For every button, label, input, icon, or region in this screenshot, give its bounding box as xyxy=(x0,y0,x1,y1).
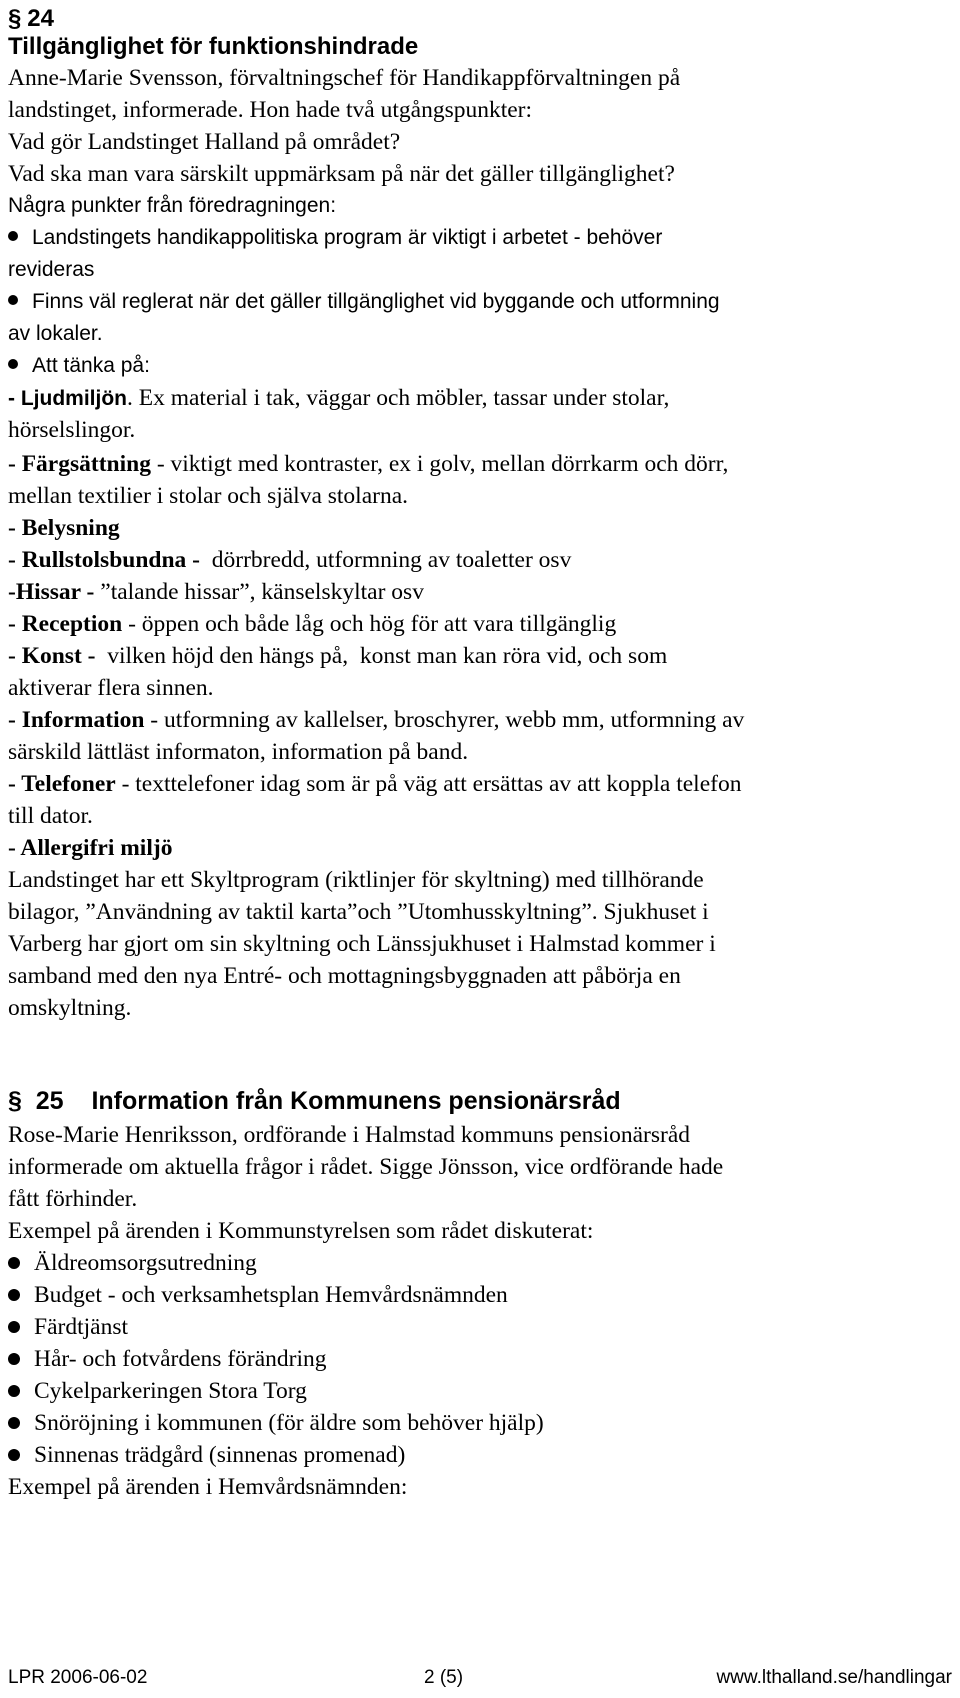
bullet-icon xyxy=(8,231,18,241)
rullstol-line xyxy=(8,543,571,577)
footer-page-number: 2 (5) xyxy=(424,1667,464,1688)
reception-line xyxy=(8,607,616,641)
list-item xyxy=(8,1406,544,1440)
konst-line xyxy=(8,639,667,673)
bullet-icon xyxy=(8,1321,20,1333)
section-symbol: § xyxy=(8,1087,22,1115)
list-item-text: Snöröjning i kommunen (för äldre som behöver hjälp) xyxy=(34,1410,544,1436)
fargsattning-label: - Färgsättning xyxy=(8,451,151,477)
section-number: 24 xyxy=(27,5,54,32)
bullet-text: Landstingets handikappolitiska program är viktigt i arbetet - behöver xyxy=(32,226,663,249)
section-25-heading xyxy=(8,1084,621,1119)
hissar-line xyxy=(8,575,424,609)
list-item xyxy=(8,1374,307,1408)
rullstol-text: dörrbredd, utformning av toaletter osv xyxy=(200,547,572,573)
paragraph-line-5: omskyltning. xyxy=(8,995,132,1021)
examples-outro: Exempel på ärenden i Hemvårdsnämnden: xyxy=(8,1474,408,1500)
information-label: - Information xyxy=(8,707,145,733)
list-item-text: Sinnenas trädgård (sinnenas promenad) xyxy=(34,1442,406,1468)
bullet-icon xyxy=(8,1385,20,1397)
telefoner-line xyxy=(8,767,741,801)
konst-line-2: aktiverar flera sinnen. xyxy=(8,675,214,701)
ljudmiljo-label: - Ljudmiljön xyxy=(8,387,127,410)
konst-text: vilken höjd den hängs på, konst man kan röra vid, och som xyxy=(95,643,668,669)
fargsattning-line xyxy=(8,447,728,481)
reception-label: - Reception xyxy=(8,611,123,637)
bullet-item-1 xyxy=(8,221,662,255)
bullet-icon xyxy=(8,1289,20,1301)
section-title: Information från Kommunens pensionärsråd xyxy=(91,1087,621,1115)
list-item-text: Cykelparkeringen Stora Torg xyxy=(34,1378,307,1404)
information-text: - utformning av kallelser, broschyrer, webb mm, utformning av xyxy=(144,707,745,733)
bullet-text: Finns väl reglerat när det gäller tillgänglighet vid byggande och utformning xyxy=(32,290,720,313)
bullet-icon xyxy=(8,295,18,305)
section-24-question-1: Vad gör Landstinget Halland på området? xyxy=(8,129,401,155)
list-item xyxy=(8,1342,327,1376)
list-item-text: Budget - och verksamhetsplan Hemvårdsnämnden xyxy=(34,1282,508,1308)
bullet-icon xyxy=(8,1257,20,1269)
list-item xyxy=(8,1278,508,1312)
ljudmiljo-text: . Ex material i tak, väggar och möbler, tassar under stolar, xyxy=(126,385,670,411)
bullet-text: Att tänka på: xyxy=(32,354,150,377)
paragraph-line-4: samband med den nya Entré- och mottagningsbyggnaden att påbörja en xyxy=(8,963,681,989)
allergi-line: - Allergifri miljö xyxy=(8,835,173,861)
konst-label: - Konst - xyxy=(8,643,96,669)
hissar-text: ”talande hissar”, känselskyltar osv xyxy=(94,579,424,605)
fargsattning-line-2: mellan textilier i stolar och själva stolarna. xyxy=(8,483,409,509)
telefoner-text: - texttelefoner idag som är på väg att ersättas av att koppla telefon xyxy=(115,771,742,797)
list-item xyxy=(8,1310,128,1344)
ljudmiljo-line-2: hörselslingor. xyxy=(8,417,136,443)
section-number: 25 xyxy=(35,1087,64,1115)
paragraph-line-2: bilagor, ”Användning av taktil karta”och ”Utomhusskyltning”. Sjukhuset i xyxy=(8,899,709,925)
footer-url: www.lthalland.se/handlingar xyxy=(716,1667,952,1688)
examples-intro: Exempel på ärenden i Kommunstyrelsen som rådet diskuterat: xyxy=(8,1218,594,1244)
belysning-line: - Belysning xyxy=(8,515,120,541)
section-25-intro-line-3: fått förhinder. xyxy=(8,1186,138,1212)
bullet-item-1-cont: revideras xyxy=(8,258,95,281)
bullet-item-3 xyxy=(8,349,150,383)
paragraph-line-1: Landstinget har ett Skyltprogram (riktlinjer för skyltning) med tillhörande xyxy=(8,867,704,893)
section-25-intro-line-2: informerade om aktuella frågor i rådet. Sigge Jönsson, vice ordförande hade xyxy=(8,1154,724,1180)
fargsattning-text: - viktigt med kontraster, ex i golv, mellan dörrkarm och dörr, xyxy=(150,451,729,477)
list-item-text: Äldreomsorgsutredning xyxy=(34,1250,257,1276)
rullstol-label: - Rullstolsbundna - xyxy=(8,547,200,573)
bullet-icon xyxy=(8,1353,20,1365)
bullet-icon xyxy=(8,1449,20,1461)
information-line xyxy=(8,703,744,737)
list-item-text: Hår- och fotvårdens förändring xyxy=(34,1346,327,1372)
section-24-intro-line-1: Anne-Marie Svensson, förvaltningschef för Handikappförvaltningen på xyxy=(8,65,681,91)
bullet-item-2-cont: av lokaler. xyxy=(8,322,103,345)
list-item xyxy=(8,1246,257,1280)
bullet-item-2 xyxy=(8,285,720,319)
information-line-2: särskild lättläst informaton, information på band. xyxy=(8,739,469,765)
reception-text: - öppen och både låg och hög för att vara tillgänglig xyxy=(122,611,617,637)
list-item xyxy=(8,1438,405,1472)
telefoner-line-2: till dator. xyxy=(8,803,93,829)
ljudmiljo-line xyxy=(8,381,669,416)
section-24-question-2: Vad ska man vara särskilt uppmärksam på när det gäller tillgänglighet? xyxy=(8,161,675,187)
section-symbol: § xyxy=(8,5,22,32)
list-item-text: Färdtjänst xyxy=(34,1314,128,1340)
section-25-intro-line-1: Rose-Marie Henriksson, ordförande i Halmstad kommuns pensionärsråd xyxy=(8,1122,691,1148)
hissar-label: -Hissar - xyxy=(8,579,95,605)
footer-left: LPR 2006-06-02 xyxy=(8,1667,148,1688)
bullet-icon xyxy=(8,1417,20,1429)
section-24-title: Tillgänglighet för funktionshindrade xyxy=(8,33,419,60)
bullet-icon xyxy=(8,359,18,369)
section-24-intro-line-2: landstinget, informerade. Hon hade två utgångspunkter: xyxy=(8,97,533,123)
paragraph-line-3: Varberg har gjort om sin skyltning och Länssjukhuset i Halmstad kommer i xyxy=(8,931,716,957)
telefoner-label: - Telefoner xyxy=(8,771,116,797)
points-intro: Några punkter från föredragningen: xyxy=(8,194,337,217)
